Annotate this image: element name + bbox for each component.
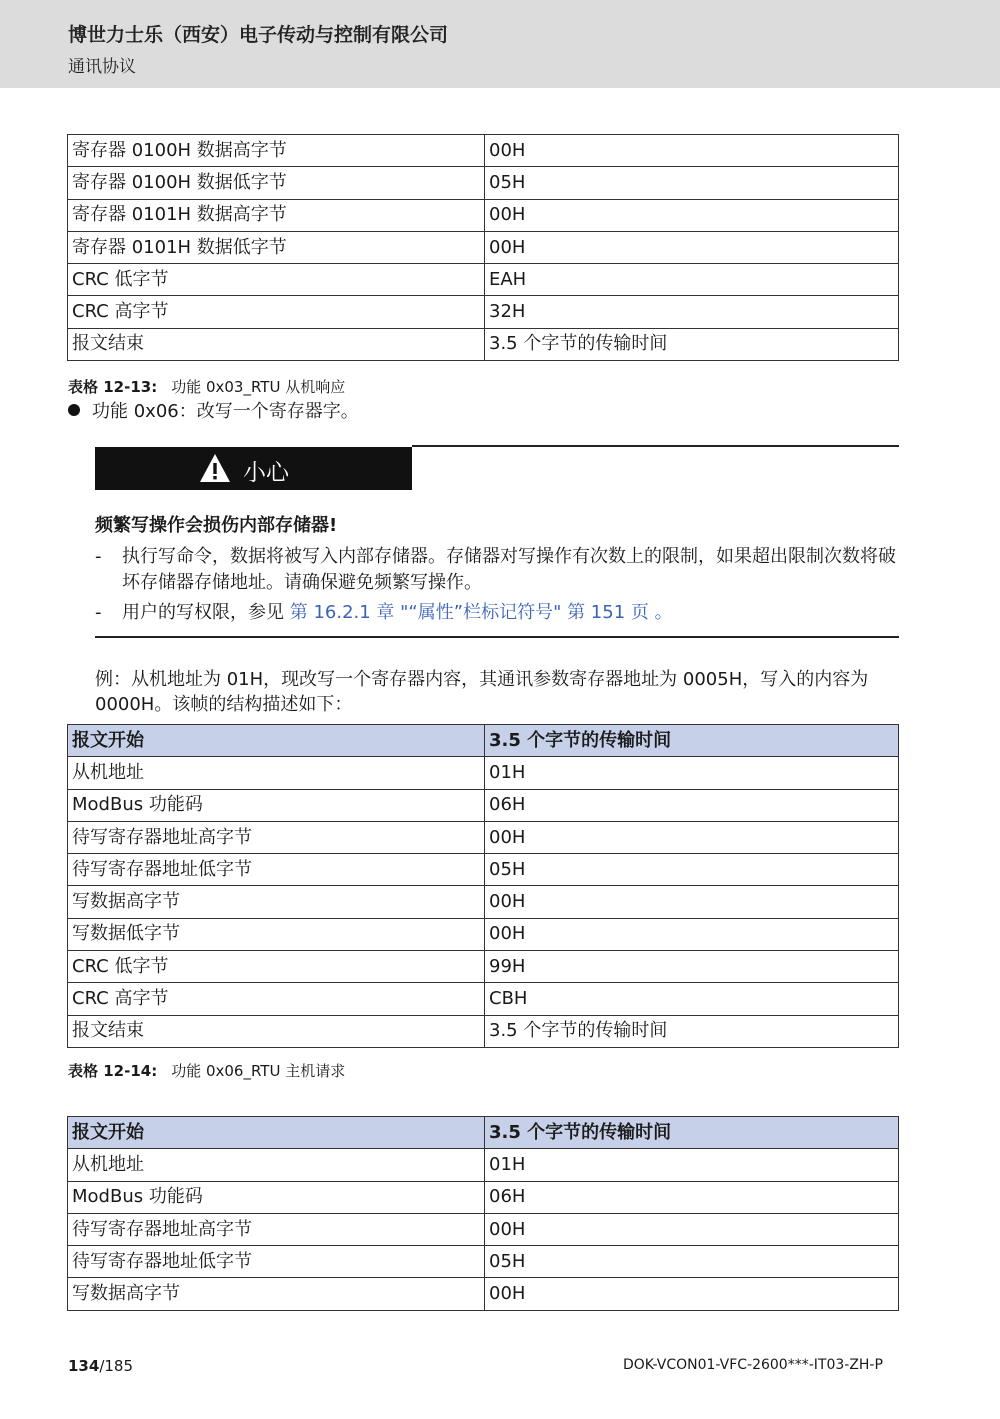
caption-label: 表格 12-14: — [68, 1062, 158, 1080]
field-name-cell: 报文结束 — [68, 1015, 485, 1047]
bullet-dot-icon — [68, 404, 80, 416]
field-value-cell: EAH — [485, 264, 899, 296]
table-0x06-response — [67, 1116, 899, 1311]
warning-bottom-rule — [95, 636, 899, 638]
field-name-cell: 寄存器 0101H 数据低字节 — [68, 231, 485, 263]
table-row — [68, 821, 899, 853]
header-cell: 3.5 个字节的传输时间 — [485, 1117, 899, 1149]
caption-text: 功能 0x03_RTU 从机响应 — [171, 378, 346, 396]
field-name-cell: 写数据低字节 — [68, 918, 485, 950]
warning-title: 小心 — [243, 460, 289, 486]
table-row — [68, 167, 899, 199]
table-row — [68, 264, 899, 296]
field-value-cell: 06H — [485, 1181, 899, 1213]
field-value-cell: 05H — [485, 1246, 899, 1278]
field-name-cell: 寄存器 0100H 数据高字节 — [68, 135, 485, 167]
field-value-cell: 3.5 个字节的传输时间 — [485, 328, 899, 360]
field-value-cell: 00H — [485, 135, 899, 167]
company-name: 博世力士乐（西安）电子传动与控制有限公司 — [68, 24, 449, 46]
table-row — [68, 854, 899, 886]
table-row — [68, 983, 899, 1015]
page-total: /185 — [99, 1357, 133, 1375]
table-row — [68, 918, 899, 950]
field-name-cell: ModBus 功能码 — [68, 789, 485, 821]
table-row — [68, 789, 899, 821]
warning-heading: 频繁写操作会损伤内部存储器! — [95, 515, 338, 536]
header-cell: 3.5 个字节的传输时间 — [485, 725, 899, 757]
field-value-cell: 00H — [485, 199, 899, 231]
field-name-cell: 寄存器 0100H 数据低字节 — [68, 167, 485, 199]
field-name-cell: 报文结束 — [68, 328, 485, 360]
page-header — [0, 0, 1000, 88]
table-row — [68, 1181, 899, 1213]
field-name-cell: ModBus 功能码 — [68, 1181, 485, 1213]
warning-item-text: 用户的写权限，参见 — [122, 602, 284, 623]
field-name-cell: 写数据高字节 — [68, 886, 485, 918]
field-value-cell: 05H — [485, 854, 899, 886]
warning-item-text: 执行写命令，数据将被写入内部存储器。存储器对写操作有次数上的限制，如果超出限制次数将破坏存储器存储地址。请确保避免频繁写操作。 — [122, 546, 896, 593]
example-paragraph: 例：从机地址为 01H，现改写一个寄存器内容，其通讯参数寄存器地址为 0005H，写入的内容为 0000H。该帧的结构描述如下： — [95, 669, 869, 715]
field-name-cell: CRC 低字节 — [68, 264, 485, 296]
field-name-cell: 从机地址 — [68, 1149, 485, 1181]
table-row — [68, 199, 899, 231]
field-name-cell: 待写寄存器地址低字节 — [68, 1246, 485, 1278]
table-row — [68, 1246, 899, 1278]
dash-marker: - — [95, 546, 102, 567]
warning-banner — [95, 447, 412, 490]
header-cell: 报文开始 — [68, 725, 485, 757]
field-name-cell: 写数据高字节 — [68, 1278, 485, 1310]
table-header-row — [68, 1117, 899, 1149]
table-header-row — [68, 725, 899, 757]
table-row — [68, 296, 899, 328]
table-row — [68, 886, 899, 918]
cross-reference-link[interactable]: 第 16.2.1 章 "“属性”栏标记符号" 第 151 页 。 — [289, 602, 673, 623]
page-number — [68, 1357, 133, 1375]
table-row — [68, 328, 899, 360]
field-value-cell: 05H — [485, 167, 899, 199]
field-name-cell: 寄存器 0101H 数据高字节 — [68, 199, 485, 231]
warning-top-rule — [412, 445, 899, 447]
field-value-cell: 00H — [485, 231, 899, 263]
bullet-item — [68, 397, 359, 423]
header-cell: 报文开始 — [68, 1117, 485, 1149]
field-value-cell: 01H — [485, 1149, 899, 1181]
document-code: DOK-VCON01-VFC-2600***-IT03-ZH-P — [623, 1357, 883, 1373]
table-row — [68, 1015, 899, 1047]
table-row — [68, 135, 899, 167]
warning-triangle-icon — [199, 453, 231, 483]
table-0x06-request — [67, 724, 899, 1048]
field-value-cell: 01H — [485, 757, 899, 789]
field-value-cell: 06H — [485, 789, 899, 821]
table-row — [68, 1149, 899, 1181]
field-value-cell: 00H — [485, 1278, 899, 1310]
table-row — [68, 231, 899, 263]
field-name-cell: 待写寄存器地址高字节 — [68, 821, 485, 853]
field-name-cell: CRC 低字节 — [68, 951, 485, 983]
field-value-cell: 00H — [485, 886, 899, 918]
table-row — [68, 757, 899, 789]
field-value-cell: 32H — [485, 296, 899, 328]
field-value-cell: 00H — [485, 918, 899, 950]
bullet-text: 功能 0x06：改写一个寄存器字。 — [92, 401, 359, 422]
table-0x03-response — [67, 134, 899, 361]
field-value-cell: 3.5 个字节的传输时间 — [485, 1015, 899, 1047]
field-name-cell: 待写寄存器地址低字节 — [68, 854, 485, 886]
field-name-cell: CRC 高字节 — [68, 296, 485, 328]
caption-label: 表格 12-13: — [68, 378, 158, 396]
field-value-cell: CBH — [485, 983, 899, 1015]
field-value-cell: 00H — [485, 821, 899, 853]
section-title: 通讯协议 — [68, 57, 136, 77]
table-row — [68, 951, 899, 983]
field-name-cell: 待写寄存器地址高字节 — [68, 1213, 485, 1245]
page-current: 134 — [68, 1357, 100, 1375]
table-row — [68, 1278, 899, 1310]
dash-marker: - — [95, 602, 102, 623]
field-name-cell: 从机地址 — [68, 757, 485, 789]
table-caption-12-13 — [68, 376, 345, 397]
field-name-cell: CRC 高字节 — [68, 983, 485, 1015]
caption-text: 功能 0x06_RTU 主机请求 — [171, 1062, 346, 1080]
field-value-cell: 99H — [485, 951, 899, 983]
field-value-cell: 00H — [485, 1213, 899, 1245]
table-caption-12-14 — [68, 1060, 345, 1081]
table-row — [68, 1213, 899, 1245]
